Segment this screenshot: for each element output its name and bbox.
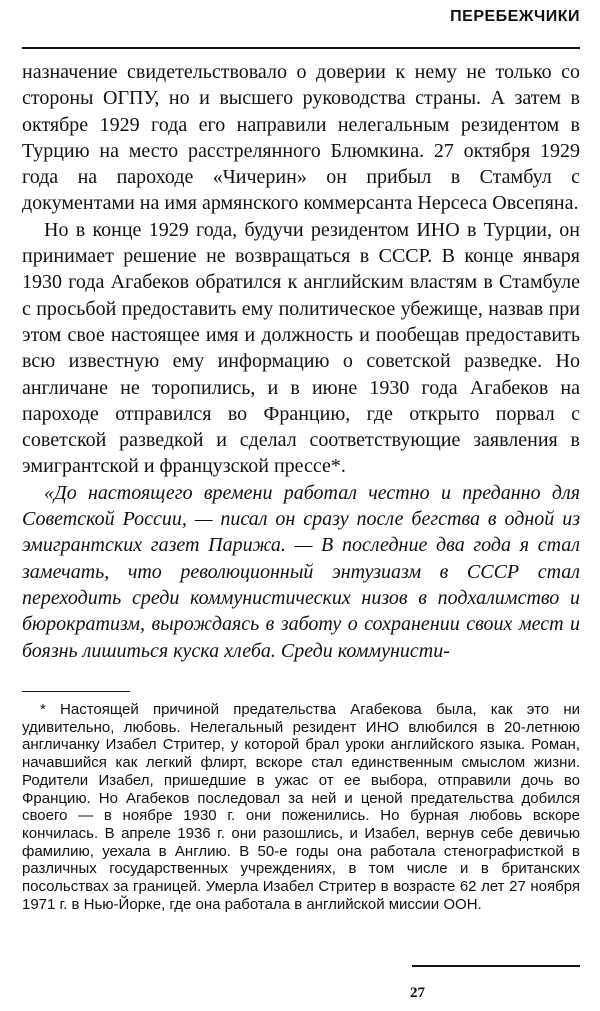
header-rule	[22, 47, 580, 49]
paragraph-2: Но в конце 1929 года, будучи резидентом ИНО в Турции, он принимает решение не возвращаться в СССР. В конце января 1930 года Агабеков обратился к английским властям в Стамбуле с просьбой предоставить ему политическое убежище, назвав при этом свое настоящее имя и должность и пообещав предоставить всю известную ему информацию о советской разведке. Но англичане не торопились, и в июне 1930 года Агабеков на пароходе отправился во Францию, где открыто порвал с советской разведкой и сделал соответствующие заявления в эмигрантской и французской прессе*.	[22, 218, 580, 478]
footnote-text: * Настоящей причиной предательства Агабекова была, как это ни удивительно, любовь. Нелегальный резидент ИНО влюбился в 20-летнюю англичанку Изабел Стритер, у которой брал уроки английского языка. Роман, начавшийся как легкий флирт, вскоре стал единственным смыслом жизни. Родители Изабел, пришедшие в ужас от ее выбора, отправили дочь во Францию. Но Агабеков последовал за ней и ценой предательства добился своего — в ноябре 1930 г. они поженились. Но бурная любовь вскоре кончилась. В апреле 1936 г. они разошлись, и Изабел, вернув себе девичью фамилию, уехала в Англию. В 50-е годы она работала стенографисткой в различных государственных учреждениях, в том числе и в британских посольствах за границей. Умерла Изабел Стритер в возрасте 62 лет 27 ноября 1971 г. в Нью-Йорке, где она работала в английской миссии ООН.	[22, 701, 580, 913]
paragraph-1: назначение свидетельствовало о доверии к нему не только со стороны ОГПУ, но и высшего руководства страны. А затем в октябре 1929 года его направили нелегальным резидентом в Турцию на место расстрелянного Блюмкина. 27 октября 1929 года на пароходе «Чичерин» он прибыл в Стамбул с документами на имя армянского коммерсанта Нерсеса Овсепяна.	[22, 61, 580, 215]
main-text	[22, 59, 580, 664]
footnote-rule	[22, 691, 130, 692]
running-header: ПЕРЕБЕЖЧИКИ	[450, 8, 580, 25]
page-number: 27	[410, 985, 425, 1001]
quote-paragraph: «До настоящего времени работал честно и преданно для Советской России, — писал он сразу после бегства в одной из эмигрантских газет Парижа. — В последние два года я стал замечать, что революционный энтузиазм в СССР стал переходить среди коммунистических низов в подхалимство и бюрократизм, вырождаясь в заботу о сохранении своих мест и боязнь лишиться куска хлеба. Среди коммунисти-	[22, 481, 580, 662]
bottom-rule	[412, 965, 580, 967]
footnote	[22, 701, 580, 913]
